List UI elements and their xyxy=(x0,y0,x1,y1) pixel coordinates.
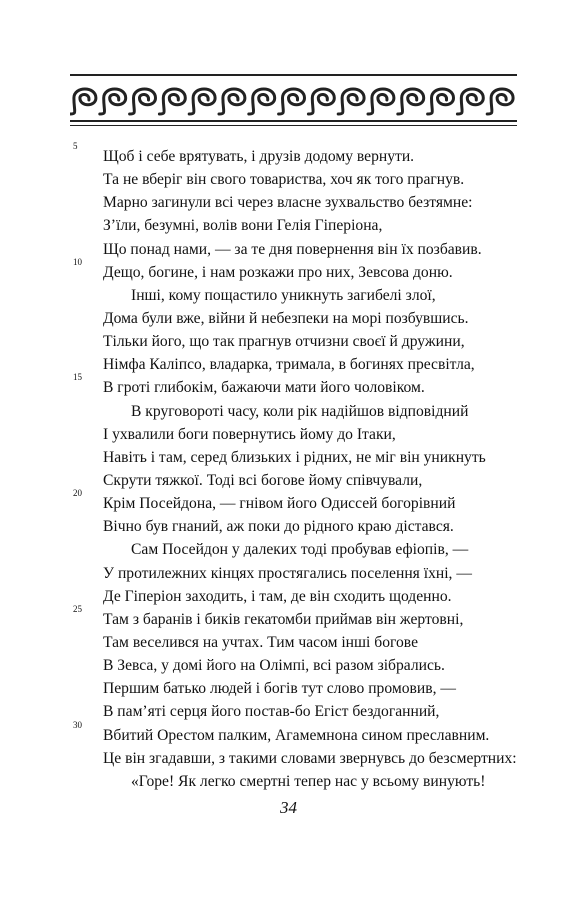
verse-line xyxy=(0,747,577,770)
verse-text: Скрути тяжкої. Тоді всі богове йому співчували, xyxy=(103,471,423,489)
line-number: 20 xyxy=(73,488,82,499)
verse-text: Щоб і себе врятувать, і друзів додому вернути. xyxy=(103,148,415,165)
verse-line xyxy=(0,168,577,191)
wave-scroll xyxy=(487,89,513,114)
line-number: 10 xyxy=(73,256,82,267)
verse-text: Тільки його, що так прагнув отчизни своєї й дружини, xyxy=(103,333,465,351)
line-number: 5 xyxy=(73,141,78,151)
verse-line xyxy=(0,214,577,237)
wave-scroll xyxy=(130,89,156,114)
verse-text: Це він згадавши, з такими словами звернувсь до безсмертних: xyxy=(103,749,517,767)
verse-line xyxy=(0,141,577,168)
verse-line xyxy=(0,488,577,515)
line-number: 15 xyxy=(73,372,82,383)
verse-text: І ухвалили боги повернутись йому до Ітаки, xyxy=(103,425,396,443)
verse-line xyxy=(0,307,577,330)
verse-line xyxy=(0,284,577,307)
verse-line xyxy=(0,631,577,654)
verse-line xyxy=(0,700,577,723)
line-number: 30 xyxy=(73,719,82,730)
verse-line xyxy=(0,515,577,538)
wave-scroll xyxy=(70,89,96,114)
wave-scroll xyxy=(338,89,364,114)
verse-text: Та не вберіг він свого товариства, хоч як того прагнув. xyxy=(103,171,465,189)
verse-text: В гроті глибокім, бажаючи мати його чоловіком. xyxy=(103,379,425,397)
verse-text: Марно загинули всі через власне зухвальство безтямне: xyxy=(103,194,473,212)
verse-text: Де Гіперіон заходить, і там, де він сходить щоденно. xyxy=(103,587,452,605)
wave-scroll xyxy=(368,89,394,114)
ornament-bottom-rule xyxy=(70,120,517,122)
verse-text: Вбитий Орестом палким, Агамемнона сином преславним. xyxy=(103,726,490,744)
wave-scroll xyxy=(100,89,126,114)
verse-line xyxy=(0,446,577,469)
verse-line xyxy=(0,372,577,399)
wave-scroll xyxy=(159,89,185,114)
verse-text: В круговороті часу, коли рік надійшов відповідний xyxy=(131,402,469,420)
line-number: 25 xyxy=(73,603,82,614)
wave-scroll xyxy=(219,89,245,114)
verse-text: Сам Посейдон у далеких тоді пробував ефіопів, — xyxy=(131,541,469,559)
verse-line xyxy=(0,238,577,261)
verse-line xyxy=(0,585,577,608)
verse-line xyxy=(0,256,577,284)
wave-scroll xyxy=(279,89,305,114)
verse-text: У протилежних кінцях простягались поселення їхні, — xyxy=(103,564,472,582)
page-number: 34 xyxy=(280,798,297,817)
verse-text: Дещо, богине, і нам розкажи про них, Зевсова доню. xyxy=(103,263,453,281)
verse-text: Вічно був гнаний, аж поки до рідного краю дістався. xyxy=(103,518,454,536)
verse-text: Німфа Каліпсо, владарка, тримала, в богинях пресвітла, xyxy=(103,356,475,374)
verse-line xyxy=(0,677,577,700)
verse-line xyxy=(0,603,577,631)
verse-text: В пам’яті серця його постав-бо Егіст бездоганний, xyxy=(103,703,440,721)
verse-text: Дома були вже, війни й небезпеки на морі позбувшись. xyxy=(103,309,469,327)
verse-text: «Горе! Як легко смертні тепер нас у всьому винують! xyxy=(131,772,486,790)
verse-line xyxy=(0,719,577,747)
verse-text: Навіть і там, серед близьких і рідних, не міг він уникнуть xyxy=(103,448,486,466)
verse-text: Що понад нами, — за те дня повернення він їх позбавив. xyxy=(103,240,482,258)
verse-line xyxy=(0,469,577,492)
wave-scroll xyxy=(398,89,424,114)
verse-text: Першим батько людей і богів тут слово промовив, — xyxy=(103,680,456,698)
wave-scroll xyxy=(308,89,334,114)
verse-line xyxy=(0,770,577,793)
verse-line xyxy=(0,400,577,423)
verse-line xyxy=(0,654,577,677)
wave-scroll xyxy=(428,89,454,114)
verse-line xyxy=(0,538,577,561)
wave-scroll xyxy=(189,89,215,114)
verse-text: Крім Посейдона, — гнівом його Одиссей богорівний xyxy=(103,495,456,513)
wave-scroll xyxy=(457,89,483,114)
verse-line xyxy=(0,330,577,353)
verse-line xyxy=(0,423,577,446)
verse-text: Там з баранів і биків гекатомби приймав він жертовні, xyxy=(103,610,464,628)
verse-line xyxy=(0,353,577,376)
verse-line xyxy=(0,562,577,585)
verse-text: Там веселився на учтах. Тим часом інші богове xyxy=(103,633,418,651)
verse-line xyxy=(0,191,577,214)
verse-text: Інші, кому пощастило уникнуть загибелі злої, xyxy=(131,286,436,304)
poem-text xyxy=(0,141,577,793)
verse-text: В Зевса, у домі його на Олімпі, всі разом зібрались. xyxy=(103,657,445,675)
wave-scroll xyxy=(249,89,275,114)
verse-text: З’їли, безумні, волів вони Гелія Гіперіона, xyxy=(103,217,383,235)
ornament-bottom-thin-rule xyxy=(70,125,517,126)
